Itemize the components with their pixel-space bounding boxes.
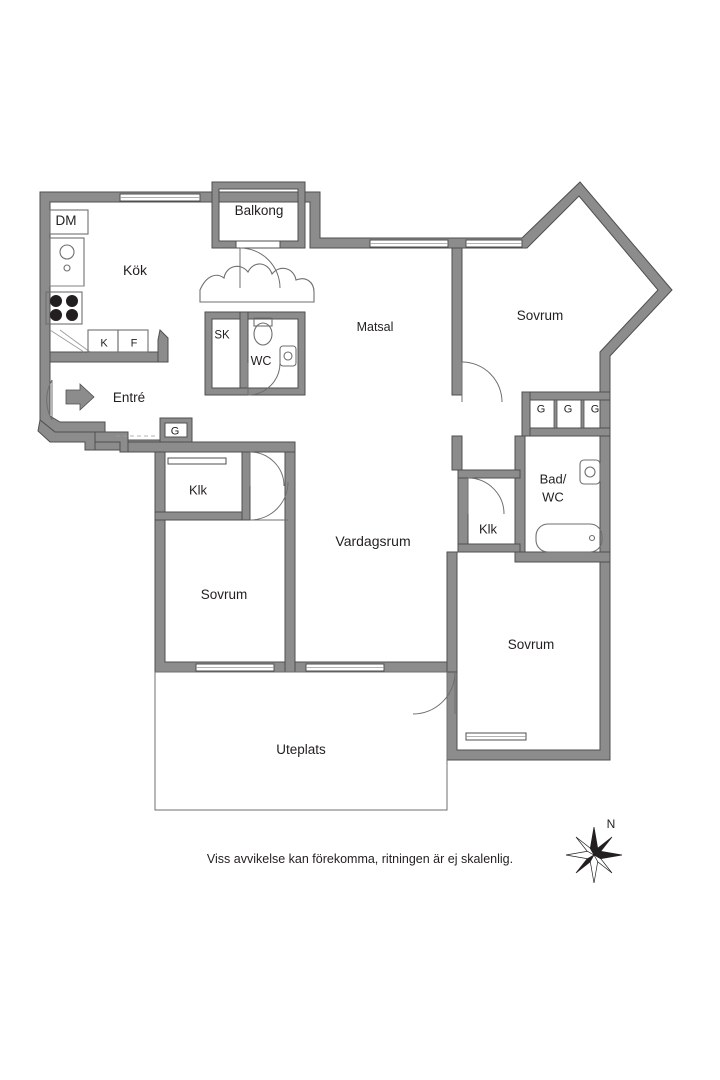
entrance-arrow — [47, 380, 94, 420]
interior-wall-hall-bottom — [120, 442, 295, 452]
compass-north-label: N — [606, 817, 616, 831]
interior-wall-matsal-right — [452, 248, 462, 395]
room-label-sk: SK — [214, 329, 230, 342]
room-label-wc: WC — [250, 353, 272, 368]
interior-wall-closet-row-bottom — [522, 428, 610, 436]
room-label-g1: G — [536, 403, 546, 416]
interior-wall-bath-left — [515, 436, 525, 562]
interior-wall-living-right — [447, 552, 457, 672]
room-label-vardagsrum: Vardagsrum — [335, 532, 411, 549]
interior-wall-klk-right-bottom — [458, 544, 520, 552]
room-label-g3: G — [590, 403, 600, 416]
interior-wall-klk-left-right — [242, 450, 250, 520]
room-label-bad-wc: Bad/ — [539, 471, 567, 487]
room-label-dm: DM — [55, 213, 77, 229]
wc-sk-divider — [240, 312, 248, 388]
room-label-klk-right: Klk — [478, 521, 498, 537]
interior-wall-klk-right-left — [458, 470, 468, 552]
interior-wall-kitchen-south — [50, 352, 165, 362]
room-label-uteplats: Uteplats — [276, 742, 326, 758]
windows — [120, 194, 526, 740]
room-label-klk-left: Klk — [188, 482, 208, 498]
closet-divider-2 — [581, 400, 584, 428]
interior-wall-klk-right-top — [458, 470, 520, 478]
interior-wall-klk-left-bottom — [155, 512, 250, 520]
disclaimer-text: Viss avvikelse kan förekomma, ritningen är ej skalenlig. — [206, 852, 514, 866]
room-label-kok: Kök — [122, 261, 148, 278]
ceiling-rosette — [200, 264, 314, 302]
room-label-g2: G — [563, 403, 573, 416]
room-label-balkong: Balkong — [234, 203, 284, 219]
room-label-entre: Entré — [112, 390, 146, 406]
closet-divider-1 — [554, 400, 557, 428]
room-label-bad-wc-2: WC — [542, 489, 564, 505]
room-label-sovrum-left: Sovrum — [200, 587, 248, 603]
interior-wall-living-left — [285, 450, 295, 672]
interior-wall-matsal-right-2 — [452, 436, 462, 470]
interior-wall-kitchen-angle — [158, 330, 168, 362]
room-label-sovrum-top-right: Sovrum — [516, 308, 564, 324]
room-label-sovrum-bottom-right: Sovrum — [507, 637, 555, 653]
interior-wall-bath-bottom — [515, 552, 610, 562]
room-label-f: F — [130, 337, 138, 350]
interior-wall-closet-row-top — [522, 392, 610, 400]
kitchen-fixtures — [46, 210, 148, 352]
room-label-g-hall: G — [170, 425, 180, 438]
room-label-matsal: Matsal — [356, 319, 394, 334]
room-label-k: K — [100, 337, 108, 350]
patio-outline — [155, 672, 447, 810]
interior-wall-closet-left — [522, 392, 530, 436]
compass-rose — [566, 827, 622, 883]
